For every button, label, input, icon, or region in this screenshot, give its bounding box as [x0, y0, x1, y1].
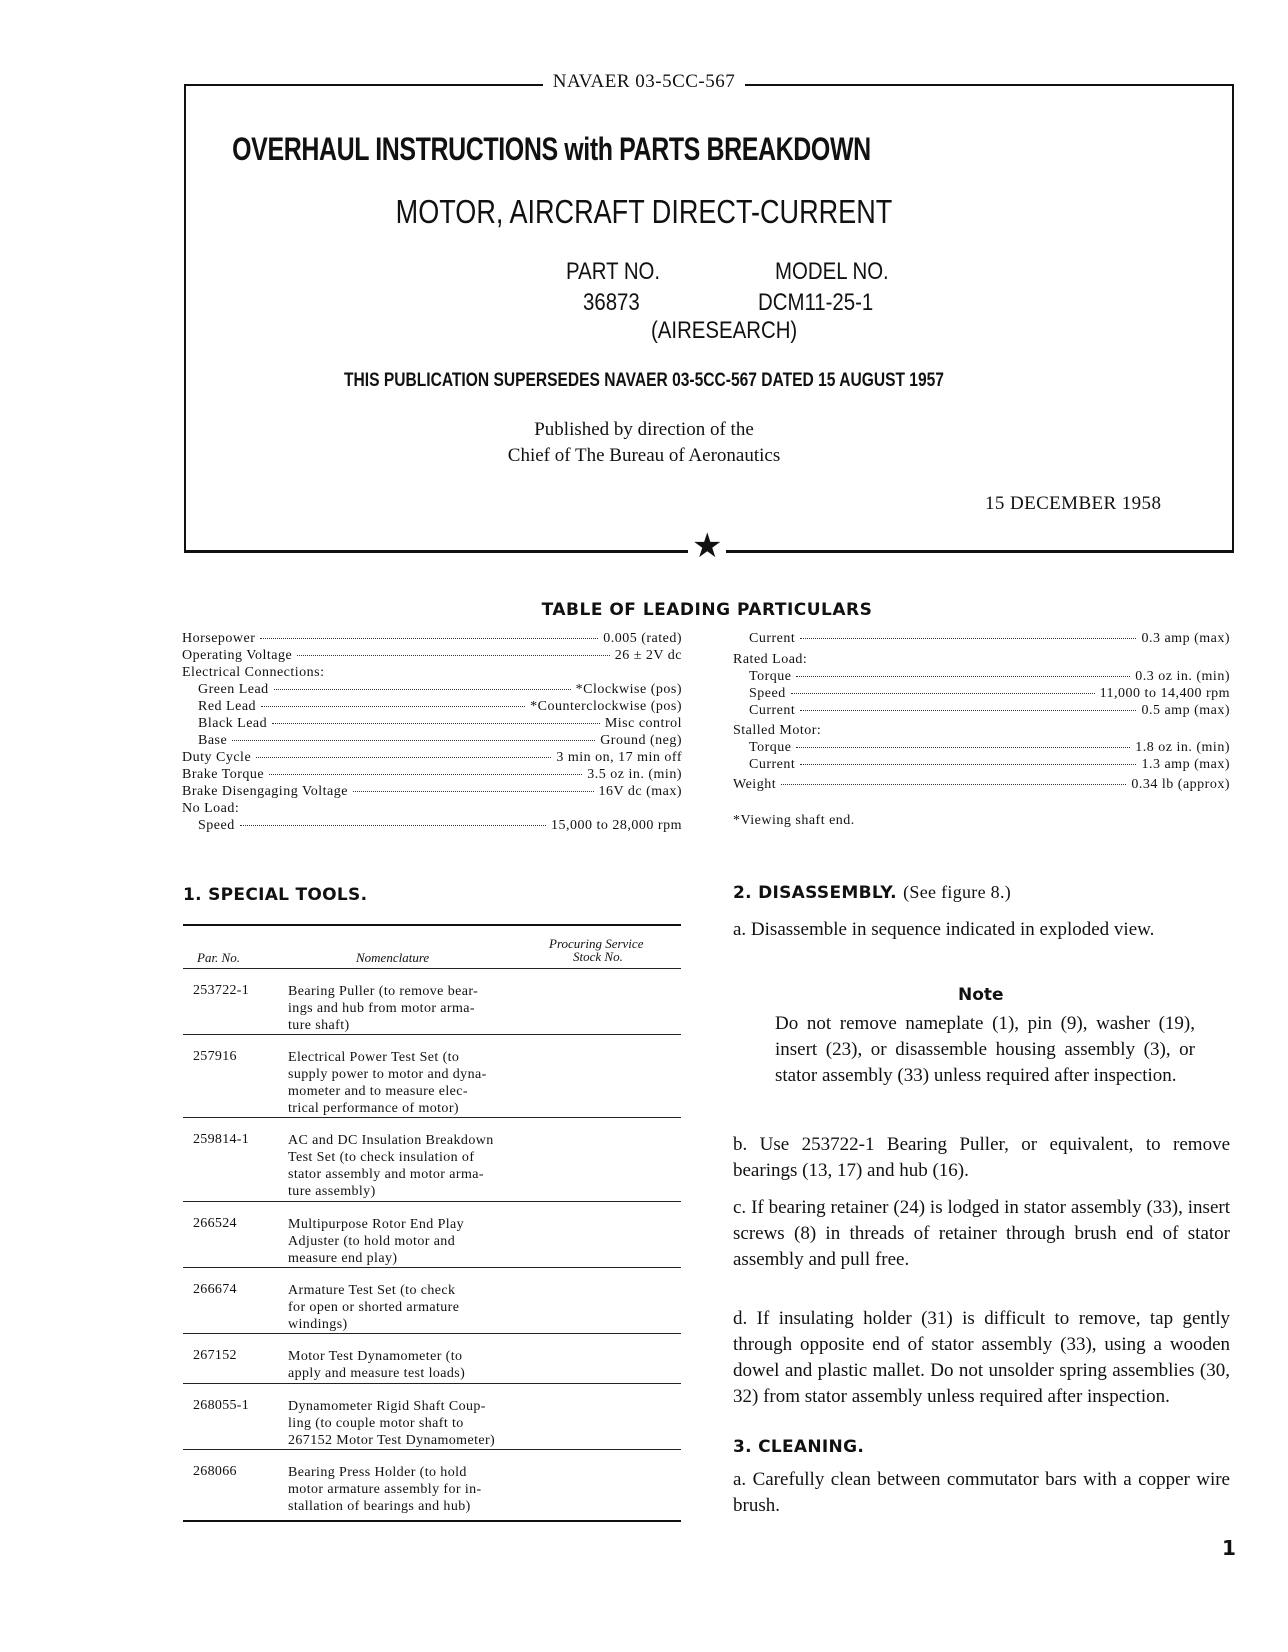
- disassembly-step-b: b. Use 253722-1 Bearing Puller, or equivalent, to remove bearings (13, 17) and hub (16).: [733, 1134, 1230, 1181]
- particular-row: Black Lead Misc control: [198, 716, 682, 731]
- tool-part-number: 268066: [193, 1464, 237, 1479]
- disassembly-step-d: d. If insulating holder (31) is difficult to remove, tap gently through opposite end of stator assembly (33), using a wooden dowel and plastic mallet. Do not unsolder spring assemblies (30, 32) from stator assembly unless required after inspection.: [733, 1308, 1230, 1407]
- tool-part-number: 253722-1: [193, 983, 250, 998]
- section-heading-cleaning: 3. CLEANING.: [733, 1437, 865, 1457]
- particular-row: Speed 11,000 to 14,400 rpm: [749, 686, 1230, 701]
- particular-row: Green Lead *Clockwise (pos): [198, 682, 682, 697]
- particular-group-heading: No Load:: [182, 801, 240, 816]
- particular-row: Torque 1.8 oz in. (min): [749, 740, 1230, 755]
- model-number-label: MODEL NO.: [775, 258, 889, 285]
- particular-row: Current 0.3 amp (max): [749, 631, 1230, 646]
- tool-nomenclature: Multipurpose Rotor End Play Adjuster (to hold motor and measure end play): [288, 1217, 465, 1266]
- disassembly-step-c: c. If bearing retainer (24) is lodged in stator assembly (33), insert screws (8) in threads of retainer through brush end of stator assembly and pull free.: [733, 1197, 1230, 1270]
- table-row: [183, 1267, 681, 1334]
- tool-nomenclature: Electrical Power Test Set (to supply power to motor and dyna- mometer and to measure elec- trical performance of motor): [288, 1050, 487, 1116]
- particular-row: Torque 0.3 oz in. (min): [749, 669, 1230, 684]
- tool-nomenclature: Bearing Puller (to remove bear- ings and hub from motor arma- ture shaft): [288, 984, 479, 1033]
- particular-row: Current 0.5 amp (max): [749, 703, 1230, 718]
- table-row: [183, 1449, 681, 1521]
- table-bottom-rule: [183, 1520, 681, 1522]
- particular-row: Horsepower 0.005 (rated): [182, 631, 682, 646]
- tool-nomenclature: AC and DC Insulation Breakdown Test Set (to check insulation of stator assembly and motor arma- ture assembly): [288, 1133, 494, 1199]
- publisher-line-1: Published by direction of the: [534, 419, 754, 440]
- document-title: OVERHAUL INSTRUCTIONS with PARTS BREAKDOWN: [232, 131, 871, 167]
- particular-row: Weight 0.34 lb (approx): [733, 777, 1230, 792]
- tool-part-number: 259814-1: [193, 1132, 250, 1147]
- column-header-part: Par. No.: [197, 950, 240, 965]
- part-number: 36873: [583, 289, 640, 316]
- disassembly-note: Do not remove nameplate (1), pin (9), washer (19), insert (23), or disassemble housing assembly (3), or stator assembly (33) unless required after inspection.: [775, 1013, 1195, 1086]
- table-row: [183, 968, 681, 1035]
- tool-part-number: 266524: [193, 1216, 237, 1231]
- document-number: NAVAER 03-5CC-567: [0, 71, 1288, 93]
- part-number-label: PART NO.: [566, 258, 661, 285]
- tool-part-number: 268055-1: [193, 1398, 250, 1413]
- tool-nomenclature: Armature Test Set (to check for open or shorted armature windings): [288, 1283, 460, 1332]
- particular-row: Operating Voltage 26 ± 2V dc: [182, 648, 682, 663]
- column-header-nomenclature: Nomenclature: [356, 950, 430, 965]
- tool-part-number: 257916: [193, 1049, 237, 1064]
- model-number: DCM11-25-1: [758, 289, 874, 316]
- particular-row: Base Ground (neg): [198, 733, 682, 748]
- note-heading: Note: [958, 985, 1004, 1005]
- table-top-rule: [183, 924, 681, 926]
- table-row: [183, 1117, 681, 1202]
- tool-nomenclature: Bearing Press Holder (to hold motor armature assembly for in- stallation of bearings and hub): [288, 1465, 482, 1514]
- section-heading-disassembly: 2. DISASSEMBLY. (See figure 8.): [733, 882, 1012, 903]
- document-subtitle: MOTOR, AIRCRAFT DIRECT-CURRENT: [395, 193, 893, 230]
- particular-row: Current 1.3 amp (max): [749, 757, 1230, 772]
- publisher-line-2: Chief of The Bureau of Aeronautics: [507, 445, 781, 466]
- disassembly-step-a: a. Disassemble in sequence indicated in exploded view.: [733, 919, 1155, 940]
- particulars-title: TABLE OF LEADING PARTICULARS: [541, 600, 873, 620]
- tool-nomenclature: Dynamometer Rigid Shaft Coup- ling (to couple motor shaft to 267152 Motor Test Dynamometer): [288, 1399, 496, 1448]
- cleaning-step-a: a. Carefully clean between commutator bars with a copper wire brush.: [733, 1469, 1230, 1516]
- particulars-footnote: *Viewing shaft end.: [733, 813, 855, 828]
- particular-row: Duty Cycle 3 min on, 17 min off: [182, 750, 682, 765]
- tool-nomenclature: Motor Test Dynamometer (to apply and measure test loads): [288, 1349, 466, 1381]
- table-row: [183, 1333, 681, 1384]
- page-number: 1: [1222, 1536, 1236, 1560]
- star-icon: ★: [688, 530, 726, 564]
- particular-group-heading: Electrical Connections:: [182, 665, 325, 680]
- tool-part-number: 267152: [193, 1348, 237, 1363]
- table-row: [183, 1383, 681, 1450]
- table-row: [183, 1201, 681, 1268]
- column-header-stock-1: Procuring Service: [549, 936, 644, 951]
- particular-group-heading: Rated Load:: [733, 652, 808, 667]
- tool-part-number: 266674: [193, 1282, 237, 1297]
- particular-row: Brake Disengaging Voltage 16V dc (max): [182, 784, 682, 799]
- column-header-stock-2: Stock No.: [573, 949, 623, 964]
- particular-row: Brake Torque 3.5 oz in. (min): [182, 767, 682, 782]
- publication-date: 15 DECEMBER 1958: [985, 493, 1162, 514]
- manufacturer: (AIRESEARCH): [651, 317, 798, 344]
- particular-group-heading: Stalled Motor:: [733, 723, 822, 738]
- section-heading-special-tools: 1. SPECIAL TOOLS.: [183, 885, 368, 905]
- table-row: [183, 1034, 681, 1118]
- particular-row: Red Lead *Counterclockwise (pos): [198, 699, 682, 714]
- supersedes-notice: THIS PUBLICATION SUPERSEDES NAVAER 03-5CC-567 DATED 15 AUGUST 1957: [344, 370, 944, 391]
- particular-row: Speed 15,000 to 28,000 rpm: [198, 818, 682, 833]
